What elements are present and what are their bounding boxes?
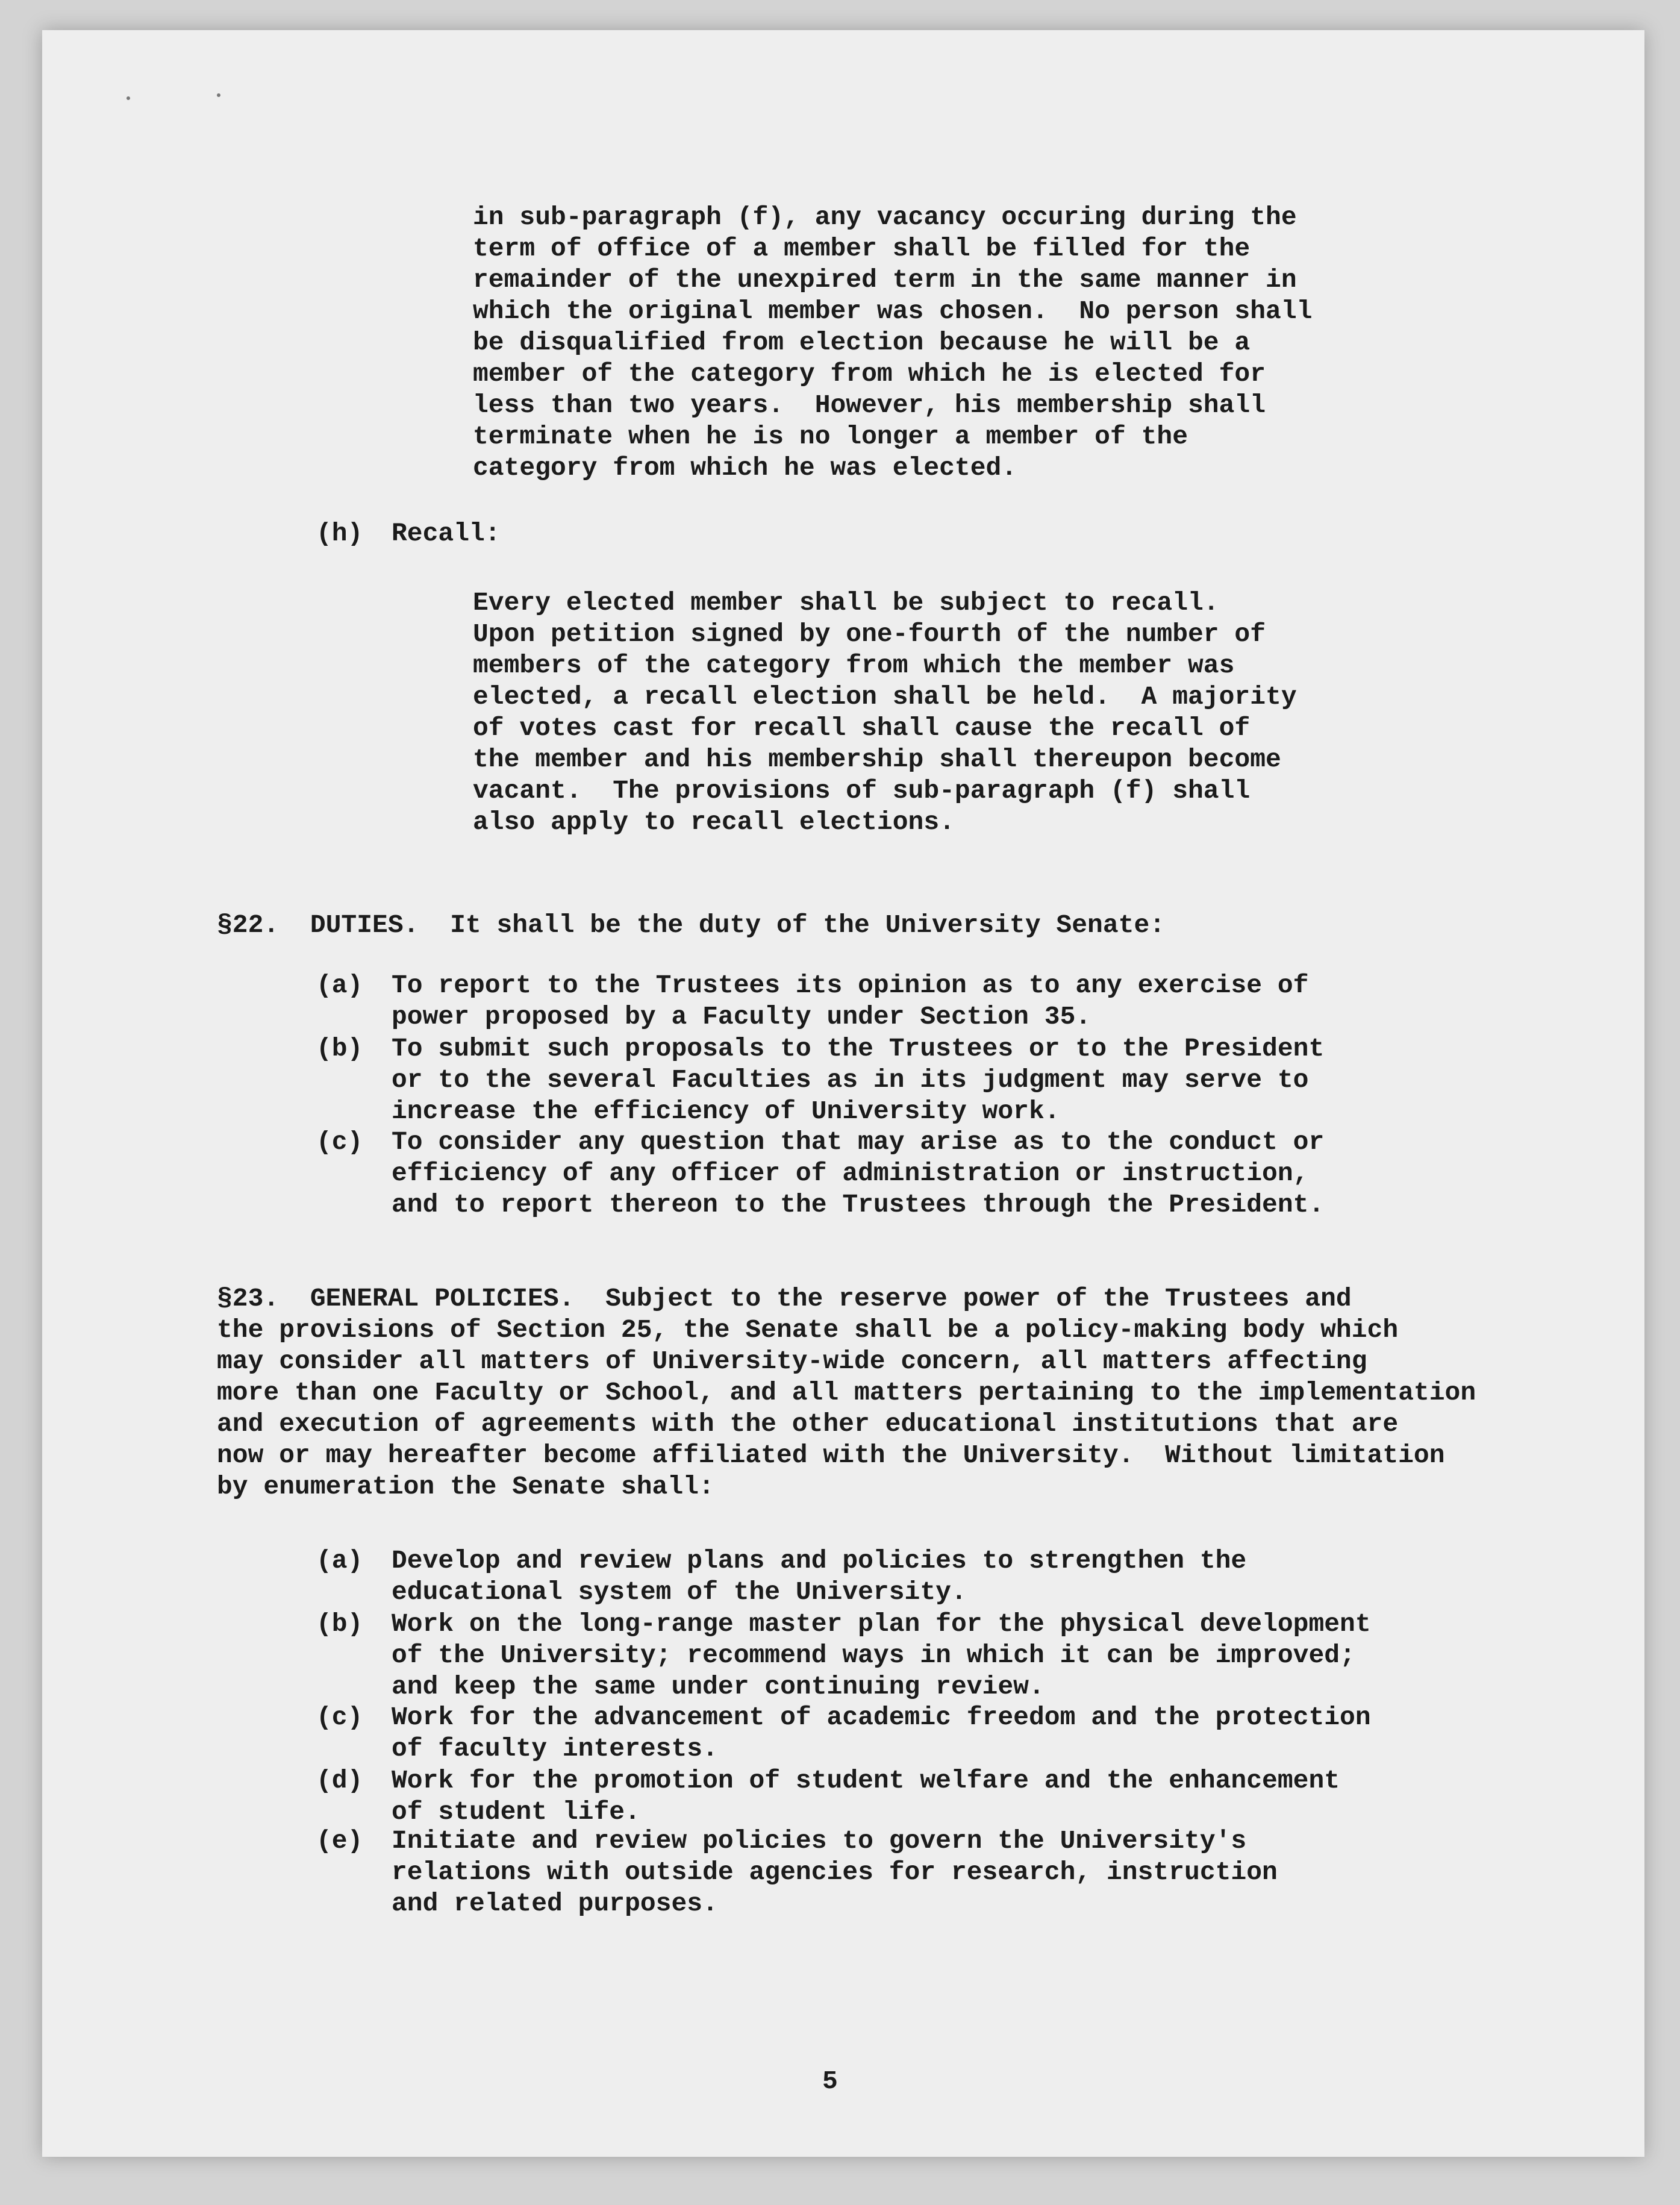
duty-item-label: (c) — [316, 1127, 363, 1157]
continuation-paragraph: in sub-paragraph (f), any vacancy occuring during the term of office of a member shall be filled for the remainder of the unexpired term in the same manner in which the original member was chosen. No person shall be disqualified from election because he will be a member of the category from which he is elected for less than two years. However, his membership shall terminate when he is no longer a member of the category from which he was elected. — [473, 202, 1313, 483]
recall-paragraph: Every elected member shall be subject to recall. Upon petition signed by one-fourth of the number of members of the category from which the member was elected, a recall election shall be held. A majority of votes cast for recall shall cause the recall of the member and his membership shall thereupon become vacant. The provisions of sub-paragraph (f) shall also apply to recall elections. — [473, 588, 1297, 837]
policy-item-label: (c) — [316, 1703, 363, 1732]
policy-item-label: (a) — [316, 1546, 363, 1575]
policy-item-label: (d) — [316, 1766, 363, 1795]
recall-label: (h) — [316, 519, 363, 548]
duty-item-text: To report to the Trustees its opinion as to any exercise of power proposed by a Faculty under Section 35. — [392, 971, 1309, 1031]
duty-item-text: To consider any question that may arise as to the conduct or efficiency of any officer of administration or instruction, and to report thereon to the Trustees through the President. — [392, 1127, 1325, 1219]
policy-item-label: (b) — [316, 1609, 363, 1639]
policy-item-text: Initiate and review policies to govern the University's relations with outside agencies for research, instruction and related purposes. — [392, 1826, 1278, 1918]
section-22-heading: §22. DUTIES. It shall be the duty of the University Senate: — [217, 910, 1166, 940]
duty-item-label: (a) — [316, 971, 363, 1000]
recall-heading: Recall: — [392, 519, 501, 548]
policy-item-label: (e) — [316, 1826, 363, 1856]
policy-item-text: Work for the promotion of student welfare and the enhancement of student life. — [392, 1766, 1340, 1827]
document-page — [42, 30, 1644, 2157]
paper-speck — [217, 93, 220, 97]
duty-item-label: (b) — [316, 1034, 363, 1063]
paper-speck — [126, 96, 130, 100]
page-number: 5 — [822, 2066, 838, 2096]
section-23-paragraph: §23. GENERAL POLICIES. Subject to the reserve power of the Trustees and the provisions of Section 25, the Senate shall be a policy-making body which may consider all matters of University-wide concern, all matters affecting more than one Faculty or School, and all matters pertaining to the implementation and execution of agreements with the other educational institutions that are now or may hereafter become affiliated with the University. Without limitation by enumeration the Senate shall: — [217, 1284, 1476, 1501]
policy-item-text: Develop and review plans and policies to strengthen the educational system of the University. — [392, 1546, 1247, 1607]
policy-item-text: Work for the advancement of academic freedom and the protection of faculty interests. — [392, 1703, 1371, 1763]
policy-item-text: Work on the long-range master plan for the physical development of the University; recommend ways in which it can be improved; and keep the same under continuing review. — [392, 1609, 1371, 1701]
duty-item-text: To submit such proposals to the Trustees or to the President or to the several Faculties as in its judgment may serve to increase the efficiency of University work. — [392, 1034, 1325, 1126]
